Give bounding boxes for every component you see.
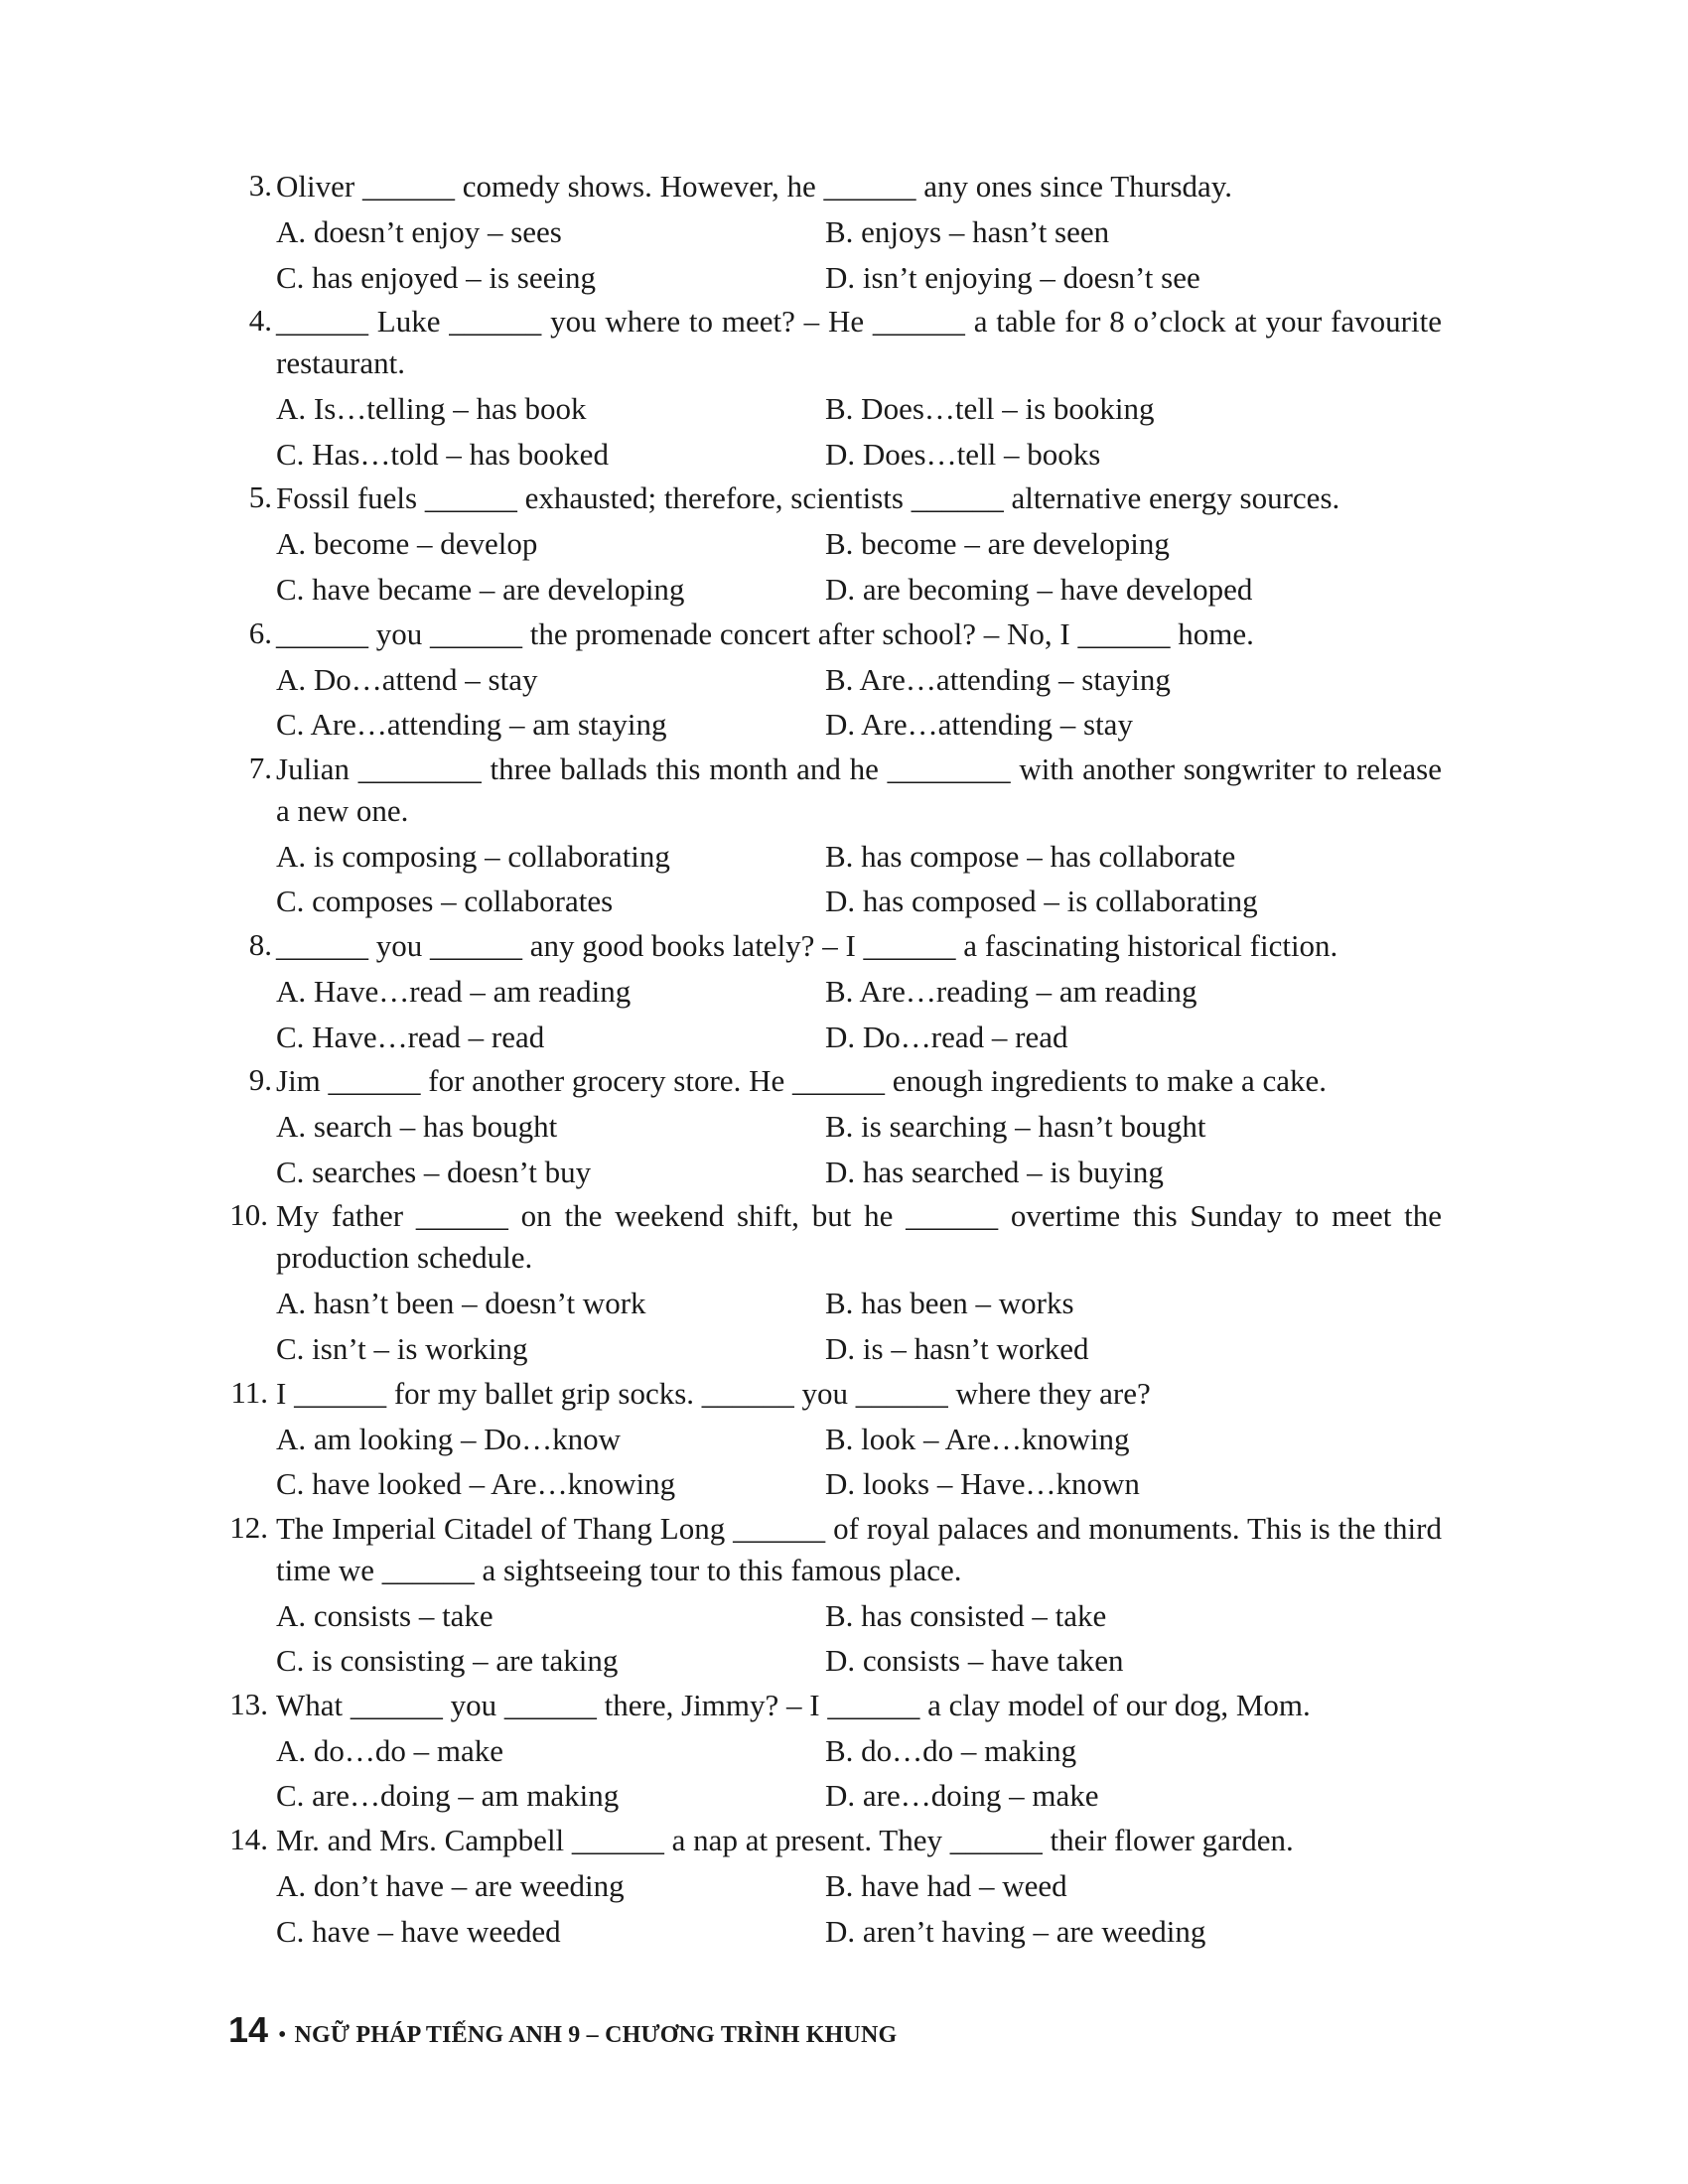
bullet-separator: • [278, 2022, 287, 2048]
option-a[interactable]: A. consists – take [276, 1597, 493, 1633]
option-c[interactable]: C. Has…told – has booked [276, 436, 609, 472]
option-c[interactable]: C. have – have weeded [276, 1913, 561, 1949]
option-d[interactable]: D. isn’t enjoying – doesn’t see [825, 259, 1200, 295]
answer-options [276, 1417, 1442, 1507]
question-text: Mr. and Mrs. Campbell ______ a nap at present. They ______ their flower garden. [276, 1823, 1294, 1858]
question-6 [228, 613, 1442, 748]
question-number: 4. [248, 303, 272, 339]
option-c[interactable]: C. isn’t – is working [276, 1330, 528, 1366]
page-number: 14 [228, 2009, 269, 2050]
option-a[interactable]: A. do…do – make [276, 1732, 504, 1768]
option-a[interactable]: A. don’t have – are weeding [276, 1868, 625, 1904]
option-c[interactable]: C. has enjoyed – is seeing [276, 259, 597, 295]
option-d[interactable]: D. Are…attending – stay [825, 707, 1133, 743]
question-9 [228, 1059, 1442, 1194]
question-text: ______ Luke ______ you where to meet? – He ______ a table for 8 o’clock at your favourite restaurant. [276, 304, 1442, 381]
question-text: Jim ______ for another grocery store. He ______ enough ingredients to make a cake. [276, 1063, 1327, 1099]
question-number: 11. [230, 1374, 268, 1410]
option-a[interactable]: A. Have…read – am reading [276, 973, 632, 1009]
option-c[interactable]: C. composes – collaborates [276, 884, 614, 919]
question-12 [228, 1507, 1442, 1684]
option-c[interactable]: C. have became – are developing [276, 571, 685, 607]
option-b[interactable]: B. Are…attending – staying [825, 661, 1171, 697]
option-a[interactable]: A. search – has bought [276, 1109, 558, 1145]
option-a[interactable]: A. Is…telling – has book [276, 391, 587, 427]
answer-options [276, 209, 1442, 300]
page-footer [228, 2009, 897, 2051]
option-d[interactable]: D. consists – have taken [825, 1643, 1124, 1679]
option-b[interactable]: B. enjoys – hasn’t seen [825, 214, 1110, 249]
answer-options [276, 1863, 1442, 1954]
question-number: 9. [248, 1062, 272, 1098]
option-b[interactable]: B. is searching – hasn’t bought [825, 1109, 1206, 1145]
question-13 [228, 1684, 1442, 1819]
option-b[interactable]: B. has compose – has collaborate [825, 838, 1236, 874]
question-number: 8. [248, 926, 272, 962]
option-c[interactable]: C. searches – doesn’t buy [276, 1154, 592, 1189]
question-number: 5. [248, 479, 272, 515]
question-text: What ______ you ______ there, Jimmy? – I ______ a clay model of our dog, Mom. [276, 1687, 1311, 1722]
question-text: Fossil fuels ______ exhausted; therefore, scientists ______ alternative energy sources. [276, 480, 1340, 516]
question-number: 3. [248, 168, 272, 203]
option-b[interactable]: B. has consisted – take [825, 1597, 1107, 1633]
answer-options [276, 386, 1442, 477]
option-d[interactable]: D. Does…tell – books [825, 436, 1101, 472]
question-text: Oliver ______ comedy shows. However, he ______ any ones since Thursday. [276, 169, 1233, 204]
option-b[interactable]: B. do…do – making [825, 1732, 1077, 1768]
option-b[interactable]: B. have had – weed [825, 1868, 1067, 1904]
book-title: NGỮ PHÁP TIẾNG ANH 9 – CHƯƠNG TRÌNH KHUNG [294, 2022, 898, 2048]
option-d[interactable]: D. is – hasn’t worked [825, 1330, 1089, 1366]
answer-options [276, 657, 1442, 748]
question-number: 13. [229, 1686, 268, 1721]
option-a[interactable]: A. am looking – Do…know [276, 1421, 622, 1456]
question-8 [228, 924, 1442, 1059]
option-c[interactable]: C. have looked – Are…knowing [276, 1466, 676, 1502]
question-4 [228, 300, 1442, 477]
question-text: Julian ________ three ballads this month and he ________ with another songwriter to release a new one. [276, 751, 1442, 828]
option-d[interactable]: D. are becoming – have developed [825, 571, 1253, 607]
question-text: My father ______ on the weekend shift, but he ______ overtime this Sunday to meet the production schedule. [276, 1198, 1442, 1276]
option-d[interactable]: D. are…doing – make [825, 1778, 1099, 1814]
question-text: I ______ for my ballet grip socks. ______ you ______ where they are? [276, 1375, 1151, 1411]
option-d[interactable]: D. Do…read – read [825, 1019, 1068, 1054]
option-b[interactable]: B. has been – works [825, 1286, 1074, 1321]
option-c[interactable]: C. are…doing – am making [276, 1778, 620, 1814]
option-c[interactable]: C. is consisting – are taking [276, 1643, 619, 1679]
option-d[interactable]: D. has searched – is buying [825, 1154, 1164, 1189]
answer-options [276, 834, 1442, 924]
question-5 [228, 477, 1442, 612]
question-number: 10. [229, 1197, 268, 1233]
answer-options [276, 1281, 1442, 1371]
option-d[interactable]: D. aren’t having – are weeding [825, 1913, 1206, 1949]
option-b[interactable]: B. Does…tell – is booking [825, 391, 1155, 427]
option-a[interactable]: A. become – develop [276, 526, 538, 562]
answer-options [276, 521, 1442, 612]
option-a[interactable]: A. doesn’t enjoy – sees [276, 214, 562, 249]
option-a[interactable]: A. is composing – collaborating [276, 838, 670, 874]
option-b[interactable]: B. become – are developing [825, 526, 1170, 562]
question-number: 7. [248, 750, 272, 785]
option-d[interactable]: D. looks – Have…known [825, 1466, 1140, 1502]
question-number: 6. [248, 614, 272, 650]
option-d[interactable]: D. has composed – is collaborating [825, 884, 1258, 919]
question-11 [228, 1372, 1442, 1507]
option-a[interactable]: A. Do…attend – stay [276, 661, 538, 697]
question-number: 12. [229, 1509, 268, 1545]
answer-options [276, 1104, 1442, 1194]
question-text: ______ you ______ any good books lately? – I ______ a fascinating historical fiction. [276, 927, 1338, 963]
option-a[interactable]: A. hasn’t been – doesn’t work [276, 1286, 646, 1321]
answer-options [276, 1593, 1442, 1684]
question-text: The Imperial Citadel of Thang Long ______ of royal palaces and monuments. This is the third time we ______ a sightseeing tour to this famous place. [276, 1510, 1442, 1587]
option-c[interactable]: C. Are…attending – am staying [276, 707, 667, 743]
question-14 [228, 1819, 1442, 1954]
question-text: ______ you ______ the promenade concert after school? – No, I ______ home. [276, 615, 1254, 651]
option-c[interactable]: C. Have…read – read [276, 1019, 545, 1054]
answer-options [276, 1728, 1442, 1819]
question-7 [228, 748, 1442, 924]
question-number: 14. [229, 1822, 268, 1857]
answer-options [276, 969, 1442, 1059]
question-10 [228, 1194, 1442, 1371]
option-b[interactable]: B. look – Are…knowing [825, 1421, 1130, 1456]
option-b[interactable]: B. Are…reading – am reading [825, 973, 1197, 1009]
question-3 [228, 165, 1442, 300]
exercise-list [228, 165, 1442, 1954]
